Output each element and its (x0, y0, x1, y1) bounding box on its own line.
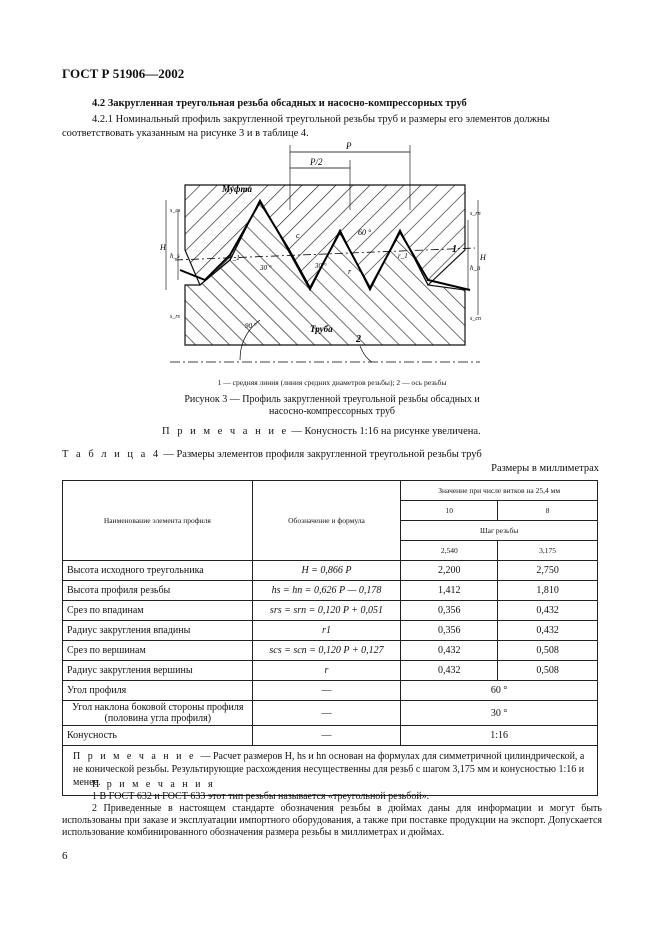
col-header-values: Значение при числе витков на 25,4 мм (401, 481, 598, 501)
table-note-text: — Расчет размеров H, hs и hn основан на формулах для симметричной цилиндрической, а не конической резьбы. Результирующие расхождения несущественны для резьб с шагом 3,175 мм и конусностью 1:16 и менее. (73, 751, 585, 788)
row-value-1: 1,412 (401, 581, 498, 601)
turns-8: 8 (498, 501, 598, 521)
turns-10: 10 (401, 501, 498, 521)
label-scn: s_cn (470, 316, 481, 322)
label-scs: s_cs (170, 208, 181, 214)
table-row (63, 641, 598, 661)
label-two: 2 (356, 334, 361, 345)
section-title: 4.2 Закругленная треугольная резьба обсадных и насосно-компрессорных труб (92, 98, 467, 109)
row-formula: scs = scn = 0,120 P + 0,127 (252, 641, 401, 661)
row-value-1: 0,356 (401, 601, 498, 621)
table-row (63, 701, 598, 726)
row-formula: r1 (252, 621, 401, 641)
row-formula: srs = srn = 0,120 P + 0,051 (252, 601, 401, 621)
pitch-1: 2,540 (401, 541, 498, 561)
label-H-left: H (160, 243, 166, 252)
label-c: c (296, 231, 300, 240)
table-row (63, 661, 598, 681)
row-name: Радиус закругления впадины (63, 621, 253, 641)
row-value-2: 0,432 (498, 621, 598, 641)
label-srn: s_rn (470, 211, 481, 217)
paragraph-4-2-1: 4.2.1 Номинальный профиль закругленной треугольной резьбы труб и размеры его элементов должны соответствовать указанным на рисунке 3 и в таблице 4. (62, 114, 550, 139)
row-value-2: 0,508 (498, 661, 598, 681)
row-name: Срез по впадинам (63, 601, 253, 621)
table-row (63, 581, 598, 601)
label-P: P (346, 141, 352, 151)
pitch-2: 3,175 (498, 541, 598, 561)
label-angle-30b: 30 ° (315, 262, 327, 270)
table-row (63, 621, 598, 641)
figure-caption (62, 394, 602, 418)
table-row (63, 726, 598, 746)
notes-block (62, 779, 602, 839)
table-caption-text: — Размеры элементов профиля закругленной треугольной резьбы труб (160, 449, 482, 460)
table-caption-label: Т а б л и ц а 4 (62, 449, 161, 460)
dimensions-table (62, 480, 598, 796)
figure-legend: 1 — средняя линия (линия средних диаметров резьбы); 2 — ось резьбы (217, 378, 447, 387)
row-value: 30 ° (401, 701, 598, 726)
row-formula: — (252, 726, 401, 746)
row-formula: hs = hn = 0,626 P — 0,178 (252, 581, 401, 601)
thread-profile-figure (160, 140, 490, 380)
row-value-1: 0,432 (401, 661, 498, 681)
table-caption (62, 449, 482, 460)
label-pipe: Труба (310, 324, 333, 334)
thread-profile-drawing (160, 140, 490, 375)
label-P-half: P/2 (310, 157, 323, 167)
table-row (63, 681, 598, 701)
note-2: 2 Приведенные в настоящем стандарте обозначения резьбы в дюймах даны для информации и могут быть использованы при заказе и эксплуатации импортного оборудования, а также при поставке продукции на экспорт. Допускается использование комбинированного обозначения размера резьбы в миллиметрах и дюймах. (62, 803, 602, 838)
label-r: r (348, 267, 352, 276)
row-formula: — (252, 701, 401, 726)
page-number: 6 (62, 850, 68, 862)
figure-caption-line1: Рисунок 3 — Профиль закругленной треугольной резьбы обсадных и (184, 394, 480, 405)
label-muft: Муфта (222, 184, 252, 194)
row-value-2: 0,432 (498, 601, 598, 621)
figure-note-label: П р и м е ч а н и е (162, 426, 289, 437)
row-value-1: 0,356 (401, 621, 498, 641)
row-name: Срез по вершинам (63, 641, 253, 661)
leader-two (360, 346, 372, 362)
table-note-label: П р и м е ч а н и е (73, 751, 196, 762)
row-value-2: 0,508 (498, 641, 598, 661)
label-angle-90: 90 ° (245, 322, 257, 330)
note-1: 1 В ГОСТ 632 и ГОСТ 633 этот тип резьбы называется «треугольной резьбой». (92, 791, 430, 802)
label-hn: h_n (470, 264, 481, 272)
label-angle-60: 60 ° (358, 228, 372, 237)
row-value-2: 1,810 (498, 581, 598, 601)
table-row (63, 561, 598, 581)
row-formula: H = 0,866 P (252, 561, 401, 581)
label-r1-left: r_1 (230, 254, 240, 262)
row-value: 1:16 (401, 726, 598, 746)
units-note: Размеры в миллиметрах (491, 463, 599, 474)
row-name: Высота исходного треугольника (63, 561, 253, 581)
figure-note (162, 426, 481, 437)
document-header: ГОСТ Р 51906—2002 (62, 66, 185, 81)
label-one: 1 (452, 244, 457, 255)
notes-title: П р и м е ч а н и я (92, 779, 216, 790)
label-srs: s_rs (170, 314, 181, 320)
row-name: Угол наклона боковой стороны профиля (половина угла профиля) (63, 701, 253, 726)
label-angle-30a: 30 ° (260, 264, 272, 272)
row-name: Высота профиля резьбы (63, 581, 253, 601)
figure-caption-line2: насосно-компрессорных труб (269, 406, 395, 417)
row-value-1: 2,200 (401, 561, 498, 581)
row-value-1: 0,432 (401, 641, 498, 661)
col-header-name: Наименование элемента профиля (63, 481, 253, 561)
label-r1-right: r_1 (398, 252, 408, 260)
figure-note-text: — Конусность 1:16 на рисунке увеличена. (288, 426, 481, 437)
row-value-2: 2,750 (498, 561, 598, 581)
row-formula: r (252, 661, 401, 681)
row-name: Радиус закругления вершины (63, 661, 253, 681)
row-value: 60 ° (401, 681, 598, 701)
col-header-formula: Обозначение и формула (252, 481, 401, 561)
label-hs: h_s (170, 252, 180, 260)
table-row (63, 601, 598, 621)
row-formula: — (252, 681, 401, 701)
row-name: Угол профиля (63, 681, 253, 701)
label-H-right: H (480, 253, 486, 262)
row-name: Конусность (63, 726, 253, 746)
pitch-label: Шаг резьбы (401, 521, 598, 541)
